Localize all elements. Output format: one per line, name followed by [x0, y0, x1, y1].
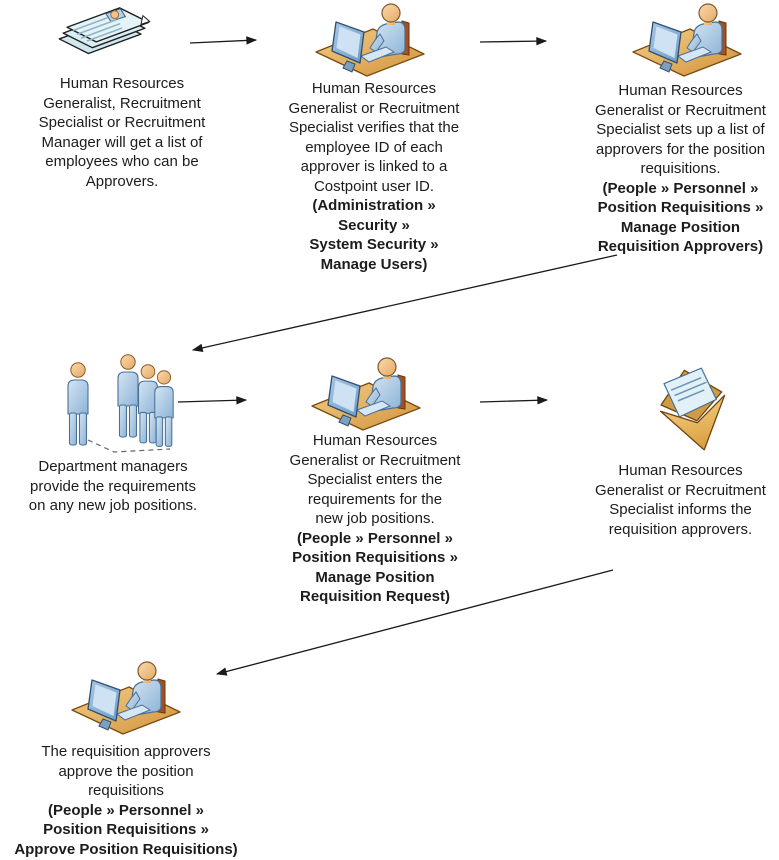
- node-text-line: Generalist or Recruitment: [595, 101, 766, 119]
- node-description: [256, 79, 492, 274]
- person-computer-icon: [70, 659, 184, 735]
- node-menu-path-line: Approve Position Requisitions): [14, 840, 238, 858]
- node-menu-path-line: Position Requisitions »: [597, 199, 764, 216]
- people-group-icon: [52, 352, 176, 460]
- node-text-line: Manager will get a list of: [41, 133, 203, 151]
- node-menu-path-line: Position Requisitions »: [292, 549, 458, 566]
- node-text-line: Specialist enters the: [307, 471, 443, 488]
- envelope-icon: [646, 363, 744, 457]
- node-menu-path-line: Requisition Approvers): [597, 238, 764, 255]
- resume-stack-icon: [55, 2, 153, 72]
- node-description: [260, 431, 490, 607]
- node-text-line: requisitions.: [640, 160, 721, 177]
- node-text-line: employee ID of each: [305, 138, 443, 156]
- node-text-line: new job positions.: [315, 510, 435, 527]
- node-text-line: Human Resources: [618, 462, 743, 479]
- arrow-verify-user-id-to-setup-approvers: [480, 41, 546, 42]
- node-text-line: Generalist, Recruitment: [43, 94, 201, 112]
- arrow-enter-requirements-to-inform-approvers: [480, 400, 547, 402]
- node-text-line: employees who can be: [45, 153, 199, 170]
- node-text-line: Specialist or Recruitment: [38, 114, 206, 131]
- node-text-line: Human Resources: [311, 80, 437, 97]
- node-text-line: approve the position: [58, 762, 194, 780]
- node-text-line: Costpoint user ID.: [313, 177, 435, 195]
- node-menu-path-line: (People » Personnel »: [48, 801, 204, 819]
- node-text-line: The requisition approvers: [41, 743, 211, 760]
- node-menu-path-line: System Security »: [309, 236, 439, 253]
- node-text-line: provide the requirements: [30, 477, 196, 495]
- node-text-line: Human Resources: [312, 432, 438, 449]
- node-text-line: Generalist or Recruitment: [289, 451, 461, 469]
- node-text-line: approvers for the position: [595, 140, 766, 158]
- node-text-line: requisitions: [88, 782, 164, 799]
- node-text-line: Human Resources: [59, 75, 185, 92]
- node-text-line: approver is linked to a: [300, 158, 448, 175]
- node-menu-path-line: (Administration »: [312, 197, 436, 214]
- node-text-line: Human Resources: [618, 82, 743, 99]
- node-text-line: Generalist or Recruitment: [595, 481, 766, 499]
- node-description: [8, 74, 236, 191]
- arrow-department-managers-to-enter-requirements: [178, 400, 246, 402]
- node-menu-path-line: Requisition Request): [299, 588, 450, 605]
- node-text-line: Specialist informs the: [609, 501, 752, 518]
- node-text-line: requirements for the: [307, 490, 443, 508]
- node-menu-path-line: (People » Personnel »: [602, 179, 759, 197]
- node-text-line: requisition approvers.: [608, 520, 753, 538]
- node-text-line: Approvers.: [85, 172, 159, 190]
- node-menu-path-line: Manage Position: [315, 568, 435, 586]
- node-text-line: Specialist sets up a list of: [596, 121, 765, 138]
- person-computer-icon: [631, 1, 745, 77]
- node-text-line: Specialist verifies that the: [288, 119, 460, 136]
- arrow-approver-list-to-verify-user-id: [190, 40, 256, 43]
- node-description: [8, 457, 218, 516]
- node-menu-path-line: Manage Users): [320, 255, 428, 273]
- node-menu-path-line: Position Requisitions »: [43, 821, 209, 838]
- person-computer-icon: [314, 1, 428, 77]
- node-description: [582, 461, 779, 539]
- person-computer-icon: [310, 355, 424, 431]
- node-menu-path-line: (People » Personnel »: [297, 529, 453, 547]
- node-text-line: Generalist or Recruitment: [288, 99, 460, 117]
- node-menu-path-line: Security »: [338, 216, 410, 234]
- node-description: [0, 742, 252, 859]
- node-menu-path-line: Manage Position: [620, 218, 741, 236]
- node-description: [582, 81, 779, 257]
- node-text-line: on any new job positions.: [28, 497, 198, 514]
- node-text-line: Department managers: [38, 458, 188, 475]
